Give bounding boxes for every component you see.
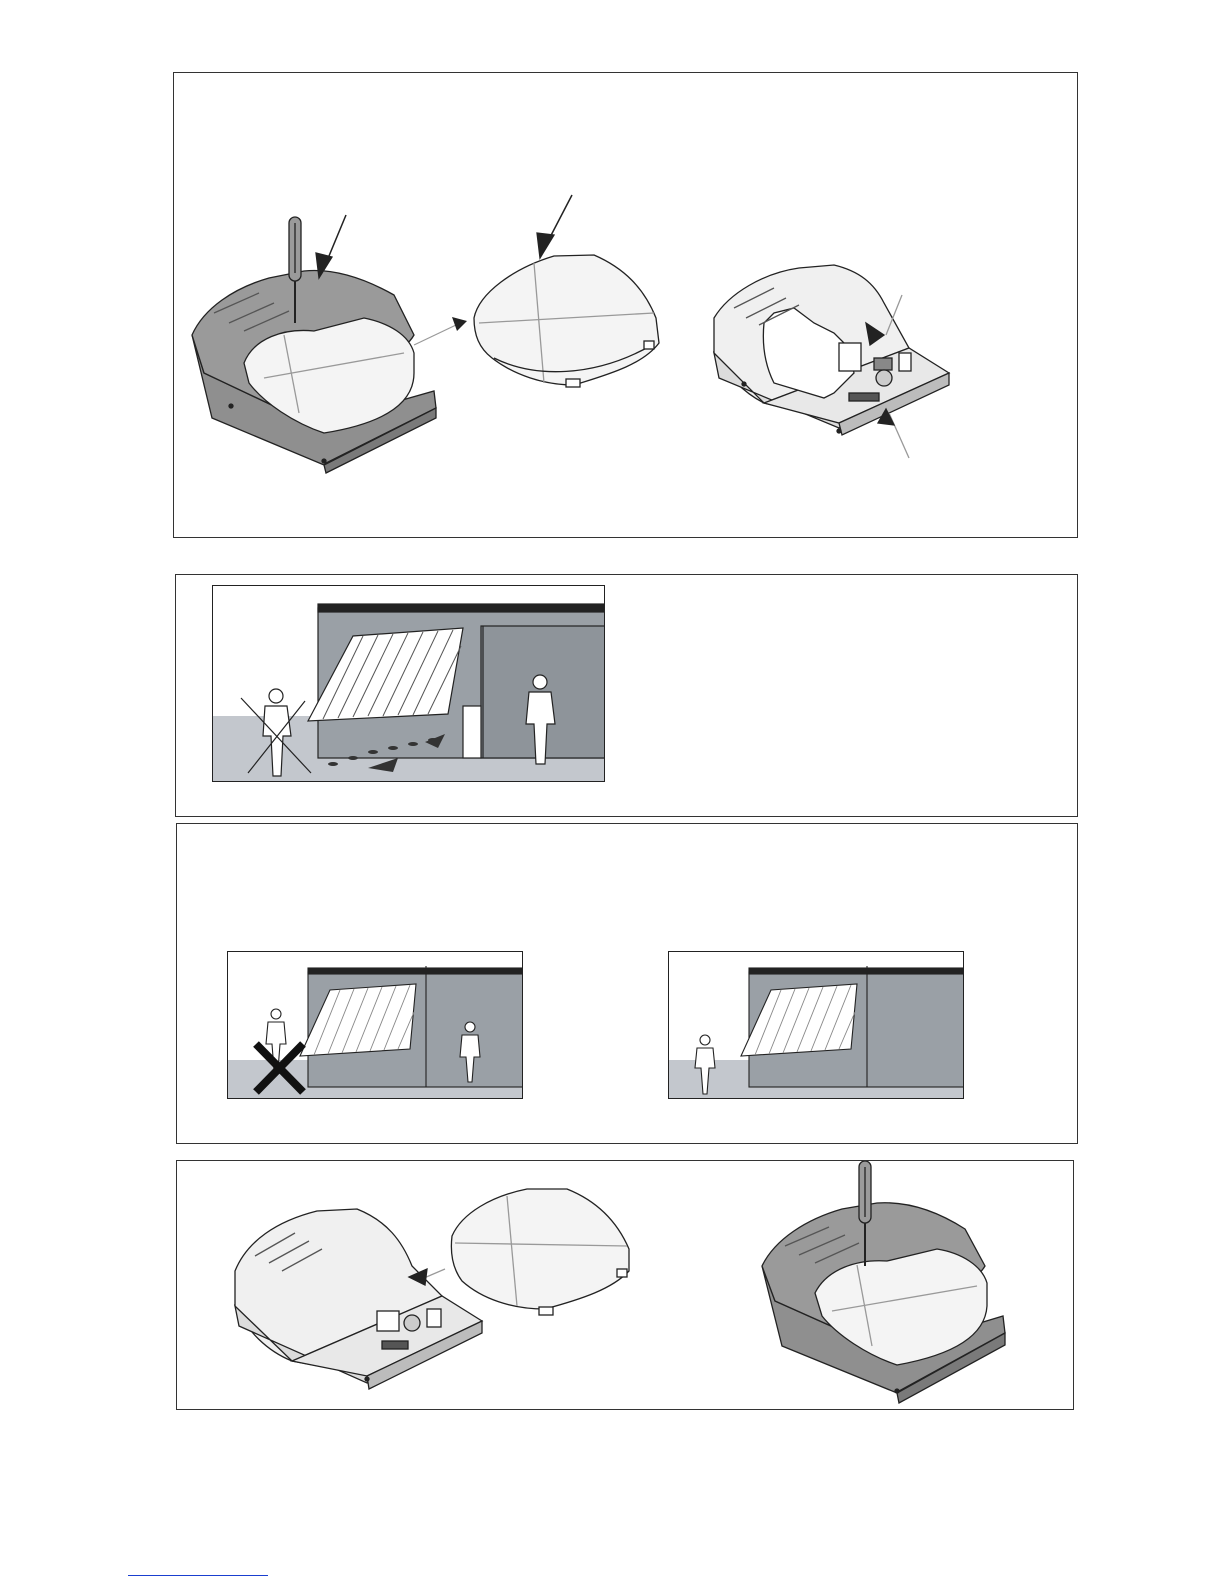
garage-scene-right-icon	[669, 952, 964, 1099]
remove-cover-illustration	[174, 73, 1079, 539]
closed-unit-with-screwdriver-icon	[762, 1161, 1005, 1403]
panel-door-safety	[175, 574, 1078, 817]
footer-link-rule	[128, 1575, 268, 1576]
panel-refit-cover	[176, 1160, 1074, 1410]
unit-with-screwdriver-icon	[192, 215, 436, 473]
panel-remove-cover	[173, 72, 1078, 538]
garage-scene-wrong-icon	[228, 952, 523, 1099]
refit-cover-illustration	[177, 1161, 1075, 1411]
open-unit-board-icon	[714, 265, 949, 458]
garage-scene-right	[668, 951, 964, 1099]
detached-cover-icon	[474, 195, 659, 387]
garage-scene-wrong	[227, 951, 523, 1099]
garage-door-scene	[212, 585, 605, 782]
move-arrow-line	[414, 325, 456, 345]
panel-test-positions	[176, 823, 1078, 1144]
move-arrow-icon	[452, 317, 467, 331]
open-unit-with-cover-icon	[235, 1189, 629, 1389]
garage-door-scene-icon	[213, 586, 605, 782]
